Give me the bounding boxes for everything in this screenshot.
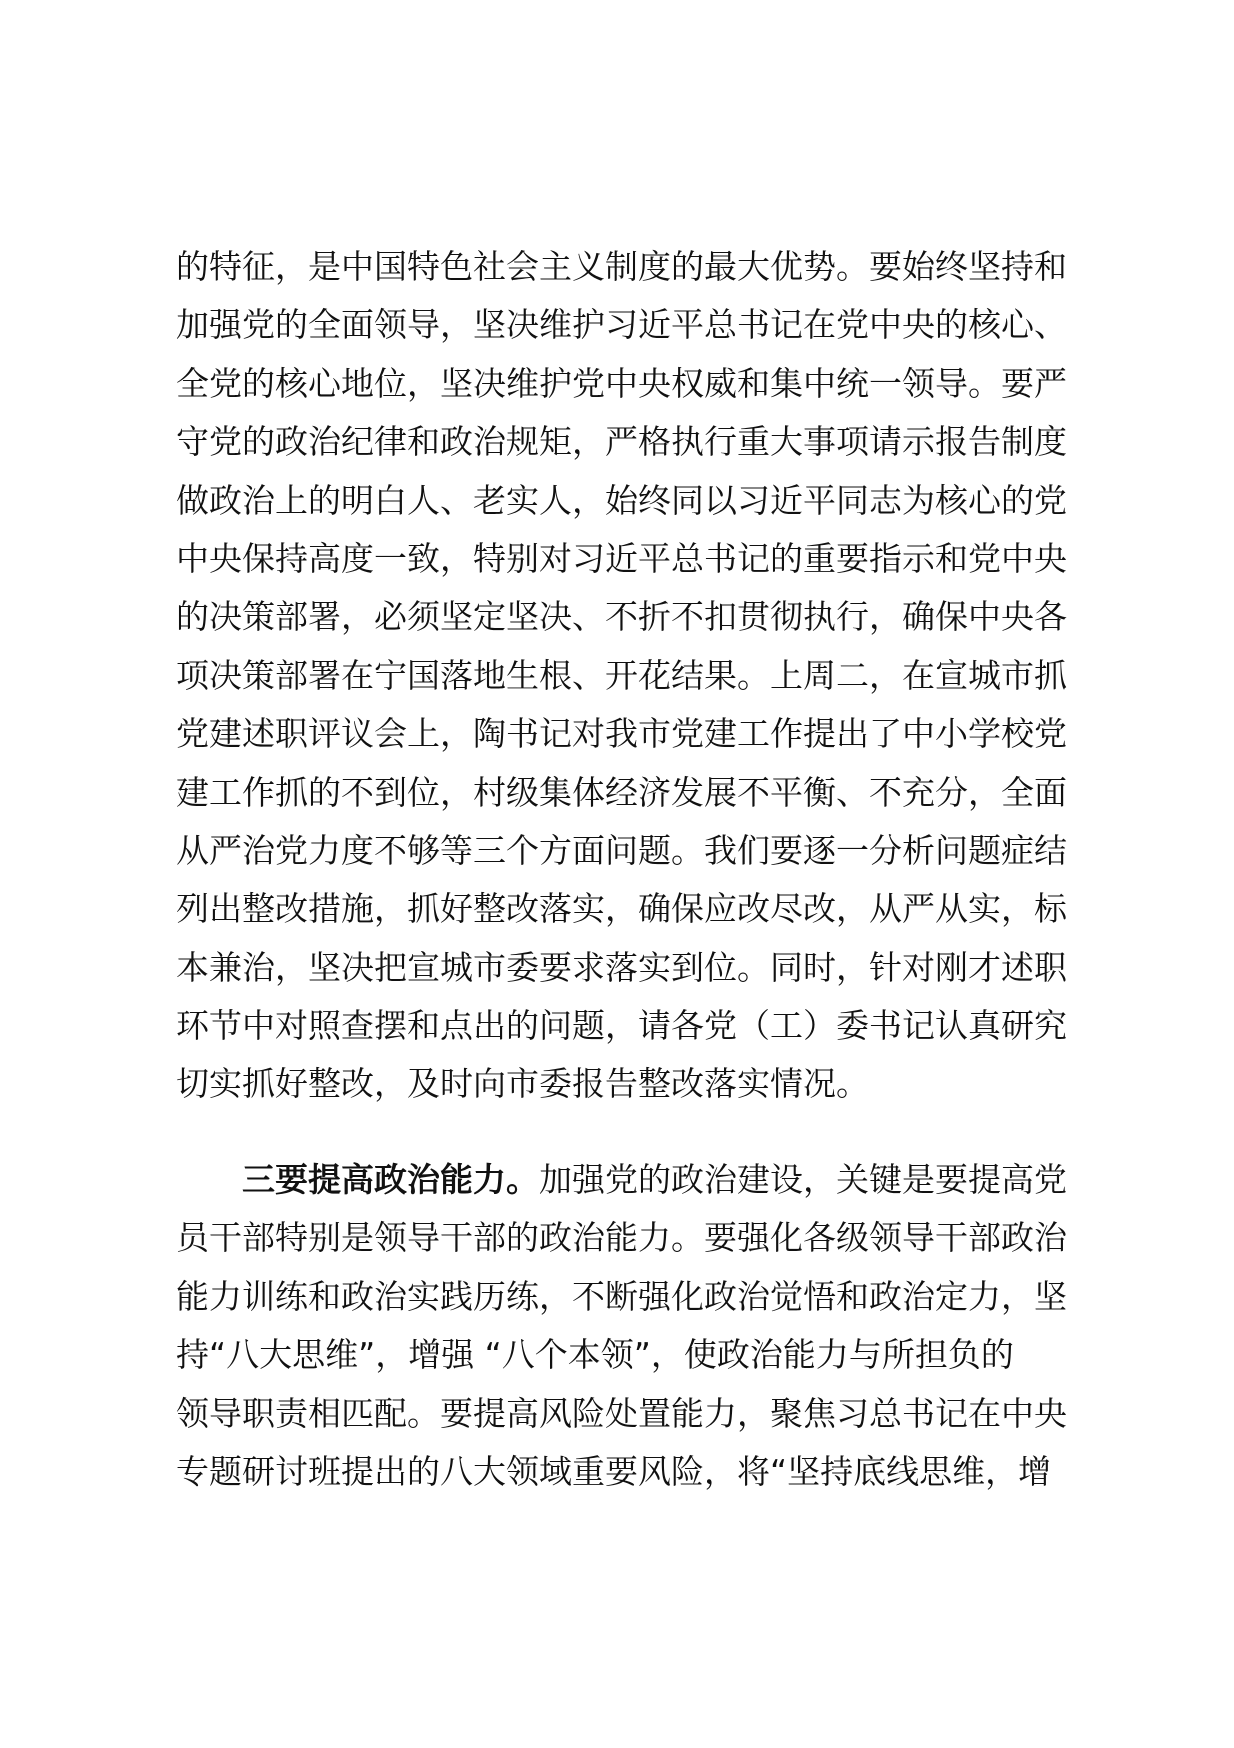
paragraph-2-line: 专题研讨班提出的八大领域重要风险，将“坚持底线思维，增 <box>176 1451 1052 1491</box>
paragraph-1-line: 项决策部署在宁国落地生根、开花结果。上周二，在宣城市抓 <box>176 655 1067 695</box>
paragraph-1-line: 守党的政治纪律和政治规矩，严格执行重大事项请示报告制度 <box>176 422 1067 462</box>
paragraph-1-line: 全党的核心地位，坚决维护党中央权威和集中统一领导。要严 <box>176 363 1067 403</box>
paragraph-1-line: 环节中对照查摆和点出的问题，请各党（工）委书记认真研究 <box>176 1006 1067 1046</box>
paragraph-1-line: 党建述职评议会上，陶书记对我市党建工作提出了中小学校党 <box>176 714 1067 754</box>
paragraph-2-line: 持“八大思维”，增强 “八个本领”，使政治能力与所担负的 <box>176 1335 1014 1375</box>
paragraph-1-line: 建工作抓的不到位，村级集体经济发展不平衡、不充分，全面 <box>176 772 1067 812</box>
paragraph-1-line: 从严治党力度不够等三个方面问题。我们要逐一分析问题症结 <box>176 830 1067 870</box>
paragraph-1 <box>176 238 1096 1114</box>
paragraph-2-line: 能力训练和政治实践历练，不断强化政治觉悟和政治定力，坚 <box>176 1276 1067 1316</box>
paragraph-2-line: 领导职责相匹配。要提高风险处置能力，聚焦习总书记在中央 <box>176 1393 1067 1433</box>
paragraph-2-line: 员干部特别是领导干部的政治能力。要强化各级领导干部政治 <box>176 1218 1067 1258</box>
section-heading: 三要提高政治能力。 <box>242 1160 539 1199</box>
paragraph-1-line: 列出整改措施，抓好整改落实，确保应改尽改，从严从实，标 <box>176 889 1067 929</box>
paragraph-1-line: 本兼治，坚决把宣城市委要求落实到位。同时，针对刚才述职 <box>176 947 1067 987</box>
paragraph-2-first-line <box>176 1151 1096 1209</box>
paragraph-1-line: 的特征，是中国特色社会主义制度的最大优势。要始终坚持和 <box>176 247 1067 286</box>
paragraph-2 <box>176 1151 1096 1501</box>
paragraph-1-line: 的决策部署，必须坚定坚决、不折不扣贯彻执行，确保中央各 <box>176 597 1067 637</box>
paragraph-1-line: 中央保持高度一致，特别对习近平总书记的重要指示和党中央 <box>176 538 1067 578</box>
paragraph-2-first-line-text: 加强党的政治建设，关键是要提高党 <box>539 1160 1067 1199</box>
paragraph-1-line: 做政治上的明白人、老实人，始终同以习近平同志为核心的党 <box>176 480 1067 520</box>
paragraph-1-line: 加强党的全面领导，坚决维护习近平总书记在党中央的核心、 <box>176 305 1067 345</box>
paragraph-1-line: 切实抓好整改，及时向市委报告整改落实情况。 <box>176 1064 869 1104</box>
